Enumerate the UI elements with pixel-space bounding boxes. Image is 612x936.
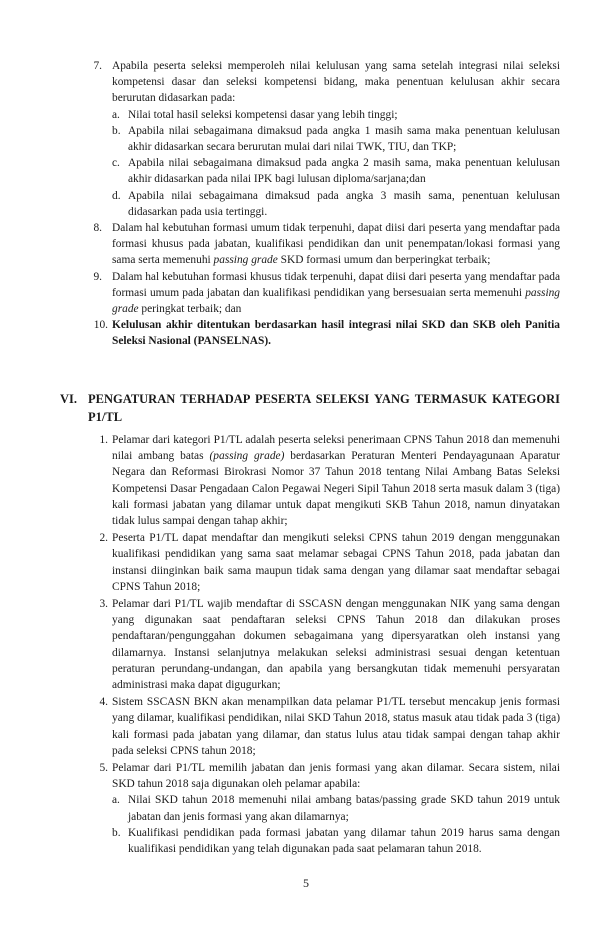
list-item-9 xyxy=(80,269,560,318)
list-item-text: Kelulusan akhir ditentukan berdasarkan hasil integrasi nilai SKD dan SKB oleh Panitia Seleksi Nasional (PANSELNAS). xyxy=(112,319,560,348)
section-heading xyxy=(60,390,560,426)
list-item-1 xyxy=(80,432,560,529)
italic-term: passing grade xyxy=(213,254,278,267)
sub-item-text: Nilai total hasil seleksi kompetensi dasar yang lebih tinggi; xyxy=(128,108,398,121)
sub-letter: c. xyxy=(112,157,120,170)
list-item-text xyxy=(112,220,560,269)
sub-letter: b. xyxy=(112,124,121,137)
list-item-text: Pelamar dari P1/TL memilih jabatan dan jenis formasi yang akan dilamar. Secara sistem, nilai SKD tahun 2018 saja digunakan oleh pelamar apabila: xyxy=(112,762,560,791)
sub-item-d xyxy=(112,188,560,220)
sub-item-b xyxy=(112,123,560,155)
list-number: 8. xyxy=(93,222,102,235)
list-item-text: Pelamar dari P1/TL wajib mendaftar di SSCASN dengan menggunakan NIK yang sama dengan yang digunakan saat pendaftaran seleksi CPNS Tahun 2018 dan dilakukan proses pendaftaran/pengunggahan dokumen sebagaimana yang dipersyaratkan oleh instansi yang dilamarnya. Instansi selanjutnya melakukan seleksi administrasi sesuai dengan ketentuan peraturan perundang-undangan, dan apabila yang bersangkutan tidak memenuhi persyaratan administrasi maka dapat digugurkan; xyxy=(112,598,560,692)
list-item-3 xyxy=(80,596,560,693)
sub-item-text: Kualifikasi pendidikan pada formasi jabatan yang dilamar tahun 2019 harus sama dengan kualifikasi pendidikan yang telah digunakan pada saat pelamaran tahun 2018. xyxy=(128,826,560,856)
list-item-text: Apabila peserta seleksi memperoleh nilai kelulusan yang sama setelah integrasi nilai seleksi kompetensi dasar dan seleksi kompetensi bidang, maka penentuan kelulusan akhir secara berurutan didasarkan pada: xyxy=(112,60,560,105)
page-number: 5 xyxy=(303,876,309,890)
sub-item-text: Nilai SKD tahun 2018 memenuhi nilai ambang batas/passing grade SKD tahun 2019 untuk jabatan dan jenis formasi yang akan dilamarnya; xyxy=(128,794,560,823)
text-segment: Dalam hal kebutuhan formasi umum tidak terpenuhi, dapat diisi dari peserta yang mendaftar pada formasi khusus pada jabatan, kualifikasi pendidikan dan unit penempatan/lokasi formasi yang sama serta memenuhi xyxy=(112,222,560,267)
list-number: 5. xyxy=(99,762,108,775)
list-item-4 xyxy=(80,694,560,759)
list-item-8 xyxy=(80,220,560,269)
section-title: PENGATURAN TERHADAP PESERTA SELEKSI YANG TERMASUK KATEGORI P1/TL xyxy=(88,392,560,424)
italic-term: (passing grade) xyxy=(209,450,285,463)
sub-letter: a. xyxy=(112,108,120,121)
sub-item-text: Apabila nilai sebagaimana dimaksud pada angka 2 masih sama, maka penentuan kelulusan akhir didasarkan pada nilai IPK bagi lulusan diploma/sarjana;dan xyxy=(128,157,560,186)
text-segment: berdasarkan Peraturan Menteri Pendayagunaan Aparatur Negara dan Reformasi Birokrasi Nomor 37 Tahun 2018 tentang Nilai Ambang Batas Seleksi Kompetensi Dasar Pengadaan Calon Pegawai Negeri Sipil Tahun 2018 serta masuk dalam 3 (tiga) kali formasi jabatan yang dilamar untuk dapat mengikuti SKB Tahun 2018, namun dinyatakan tidak lulus sampai dengan tahap akhir; xyxy=(112,450,560,528)
list-item-2 xyxy=(80,530,560,595)
list-number: 9. xyxy=(93,270,102,283)
list-number: 10. xyxy=(93,319,108,332)
list-item-text xyxy=(112,432,560,529)
list-number: 1. xyxy=(99,434,108,446)
sub-item-b xyxy=(112,825,560,857)
sub-item-text: Apabila nilai sebagaimana dimaksud pada angka 3 masih sama, penentuan kelulusan didasarkan pada usia tertinggi. xyxy=(128,189,560,218)
text-segment: Pelamar dari kategori P1/TL adalah peserta seleksi penerimaan CPNS Tahun 2018 dan memenuhi nilai ambang batas xyxy=(112,434,560,463)
list-number: 3. xyxy=(99,598,108,611)
section-number: VI. xyxy=(60,392,78,406)
text-segment: SKD formasi umum dan berperingkat terbaik; xyxy=(277,254,491,267)
list-item-7 xyxy=(80,58,560,220)
list-item-5 xyxy=(80,760,560,857)
sub-letter: b. xyxy=(112,826,121,839)
sub-item-a xyxy=(112,792,560,824)
sub-item-c xyxy=(112,155,560,187)
list-item-10 xyxy=(80,317,560,349)
list-number: 7. xyxy=(93,60,102,72)
numbered-list-bottom xyxy=(80,432,560,858)
list-item-text: Sistem SSCASN BKN akan menampilkan data pelamar P1/TL tersebut mencakup jenis formasi yang dilamar, kualifikasi pendidikan, nilai SKD Tahun 2018, status masuk atau tidak pada 3 (tiga) kali formasi pada jabatan yang dilamar, dan status lulus atau tidak sampai dengan tahap akhir pada seleksi CPNS tahun 2018; xyxy=(112,696,560,757)
text-segment: peringkat terbaik; dan xyxy=(138,303,242,316)
numbered-list-top xyxy=(80,58,560,350)
sub-item-text: Apabila nilai sebagaimana dimaksud pada angka 1 masih sama maka penentuan kelulusan akhir didasarkan secara berurutan mulai dari nilai TWK, TIU, dan TKP; xyxy=(128,124,560,154)
sub-letter: a. xyxy=(112,794,120,807)
sub-letter: d. xyxy=(112,189,121,202)
list-item-text xyxy=(112,269,560,318)
list-number: 2. xyxy=(99,532,108,545)
list-number: 4. xyxy=(99,696,108,709)
text-segment: Dalam hal kebutuhan formasi khusus tidak terpenuhi, dapat diisi dari peserta yang mendaftar pada formasi umum pada jabatan dan kualifikasi pendidikan yang bersesuaian serta memenuhi xyxy=(112,270,560,299)
list-item-text: Peserta P1/TL dapat mendaftar dan mengikuti seleksi CPNS tahun 2019 dengan menggunakan kualifikasi pendidikan yang sama saat melamar sebagai CPNS Tahun 2018, pada jabatan dan instansi diinginkan baik sama maupun tidak sama dengan yang dilamar saat mendaftar sebagai CPNS Tahun 2018; xyxy=(112,532,560,593)
italic-term: passing grade xyxy=(112,286,560,316)
sub-item-a xyxy=(112,107,560,123)
